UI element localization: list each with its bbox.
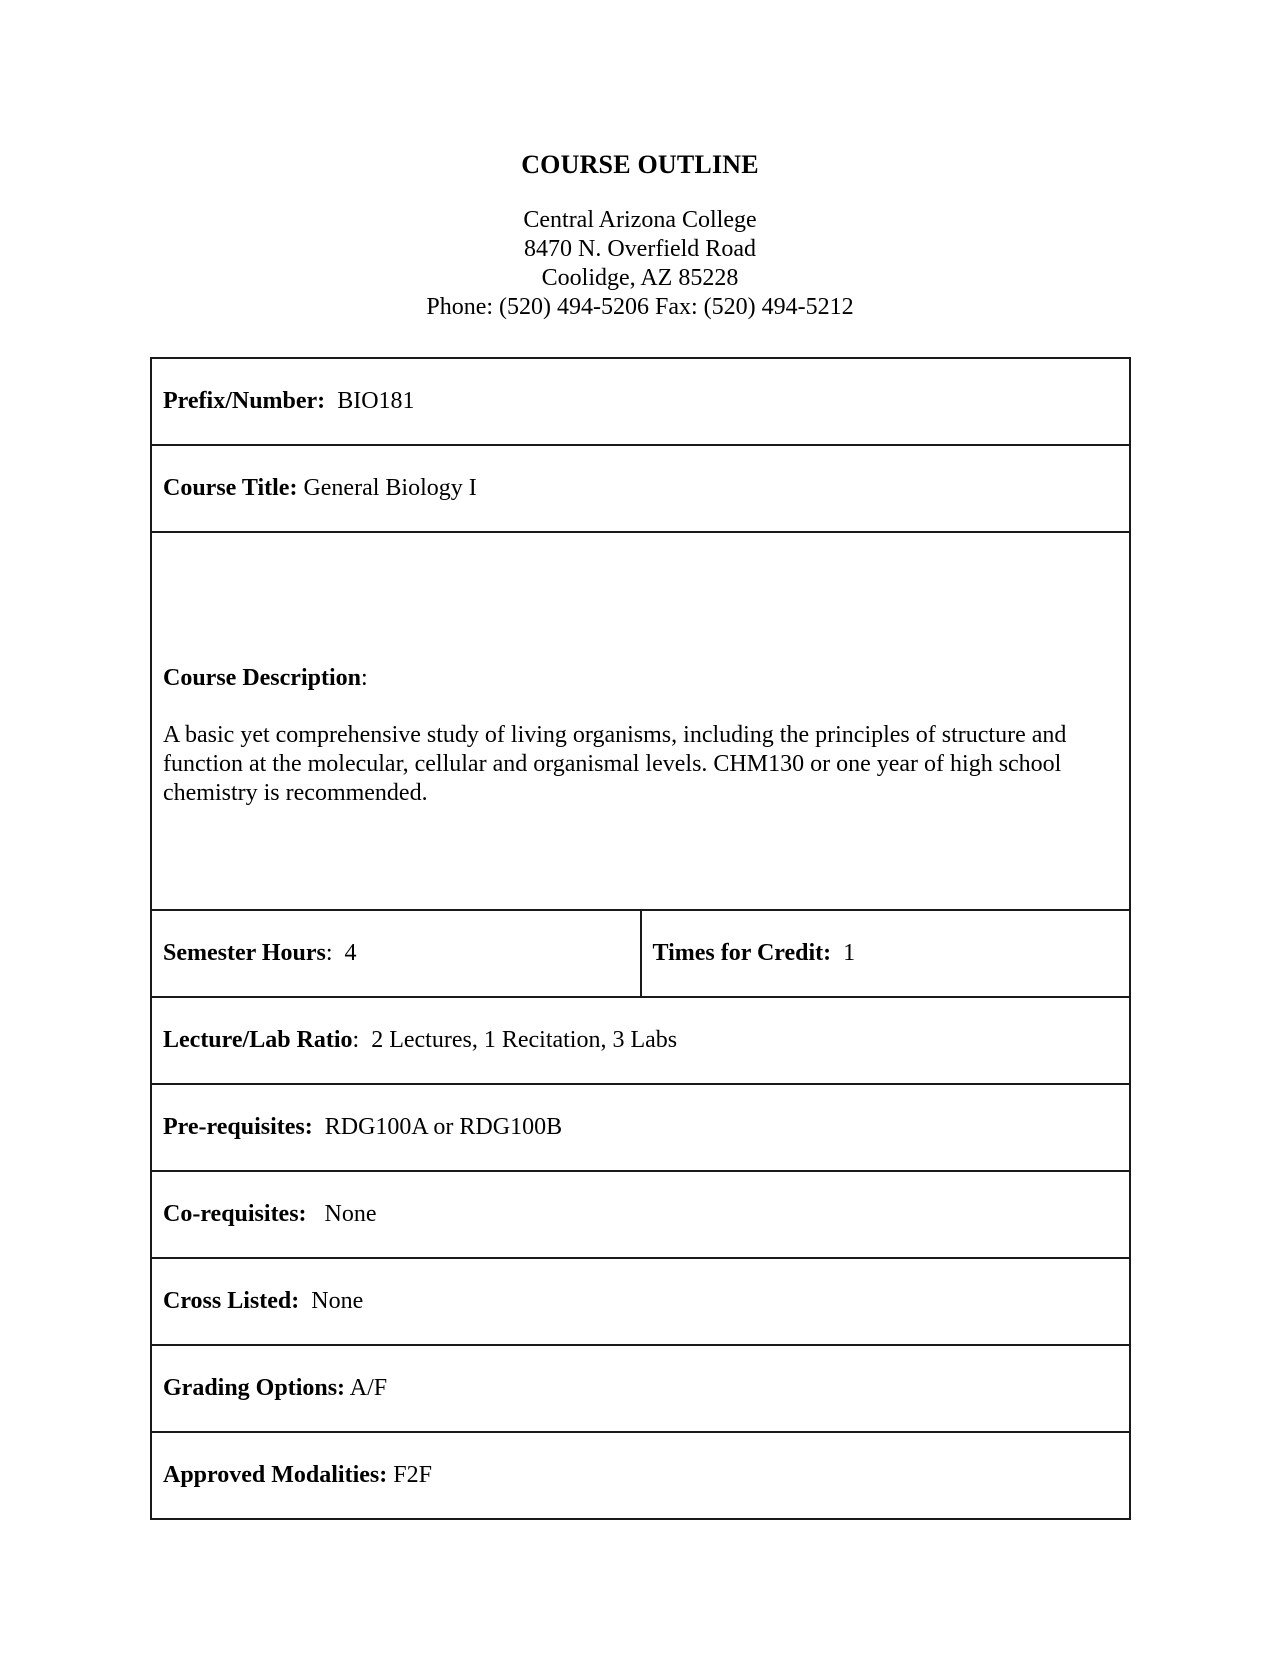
course-title-label: Course Title: (163, 475, 298, 501)
cell-semester-hours (151, 910, 641, 997)
pre-requisites-value: RDG100A or RDG100B (324, 1114, 563, 1140)
pre-requisites-label: Pre-requisites: (163, 1114, 313, 1140)
semester-hours-value: 4 (344, 940, 357, 966)
row-cross-listed (151, 1258, 1130, 1345)
college-address (0, 206, 1280, 322)
row-lecture-lab-ratio (151, 997, 1130, 1084)
row-prefix-number (151, 358, 1130, 445)
prefix-number-label: Prefix/Number: (163, 388, 326, 414)
grading-options-value: A/F (349, 1375, 388, 1401)
times-for-credit-label: Times for Credit: (652, 940, 832, 966)
document-title: COURSE OUTLINE (521, 150, 759, 179)
approved-modalities-value: F2F (393, 1462, 432, 1488)
course-description-text: A basic yet comprehensive study of living organisms, including the principles of structure and function at the molecular, cellular and organismal levels. CHM130 or one year of high school chemistry is recommended. (163, 722, 1067, 806)
semester-hours-colon: : (325, 940, 333, 966)
cross-listed-value: None (311, 1288, 364, 1314)
college-street: 8470 N. Overfield Road (524, 236, 756, 262)
cell-course-title (151, 445, 1130, 532)
course-description-label: Course Description (163, 665, 361, 691)
cell-approved-modalities (151, 1432, 1130, 1519)
cell-cross-listed (151, 1258, 1130, 1345)
course-outline-table (150, 357, 1131, 1520)
row-course-description (151, 532, 1130, 910)
cell-course-description (151, 532, 1130, 910)
cell-lecture-lab-ratio (151, 997, 1130, 1084)
grading-options-label: Grading Options: (163, 1375, 346, 1401)
college-city: Coolidge, AZ 85228 (541, 265, 739, 291)
college-name: Central Arizona College (523, 207, 757, 233)
course-description-colon: : (360, 665, 368, 691)
co-requisites-value: None (324, 1201, 377, 1227)
college-contact: Phone: (520) 494-5206 Fax: (520) 494-5212 (426, 294, 854, 320)
lecture-lab-ratio-value: 2 Lectures, 1 Recitation, 3 Labs (371, 1027, 678, 1053)
semester-hours-label: Semester Hours (163, 940, 326, 966)
row-hours-credit (151, 910, 1130, 997)
document-header (0, 150, 1280, 322)
row-approved-modalities (151, 1432, 1130, 1519)
cell-prefix-number (151, 358, 1130, 445)
lecture-lab-ratio-colon: : (352, 1027, 360, 1053)
approved-modalities-label: Approved Modalities: (163, 1462, 388, 1488)
cell-grading-options (151, 1345, 1130, 1432)
row-pre-requisites (151, 1084, 1130, 1171)
times-for-credit-value: 1 (843, 940, 856, 966)
lecture-lab-ratio-label: Lecture/Lab Ratio (163, 1027, 353, 1053)
row-grading-options (151, 1345, 1130, 1432)
prefix-number-value: BIO181 (337, 388, 415, 414)
cell-times-for-credit (641, 910, 1131, 997)
cross-listed-label: Cross Listed: (163, 1288, 300, 1314)
row-course-title (151, 445, 1130, 532)
cell-pre-requisites (151, 1084, 1130, 1171)
co-requisites-label: Co-requisites: (163, 1201, 307, 1227)
row-co-requisites (151, 1171, 1130, 1258)
course-title-value: General Biology I (303, 475, 477, 501)
cell-co-requisites (151, 1171, 1130, 1258)
